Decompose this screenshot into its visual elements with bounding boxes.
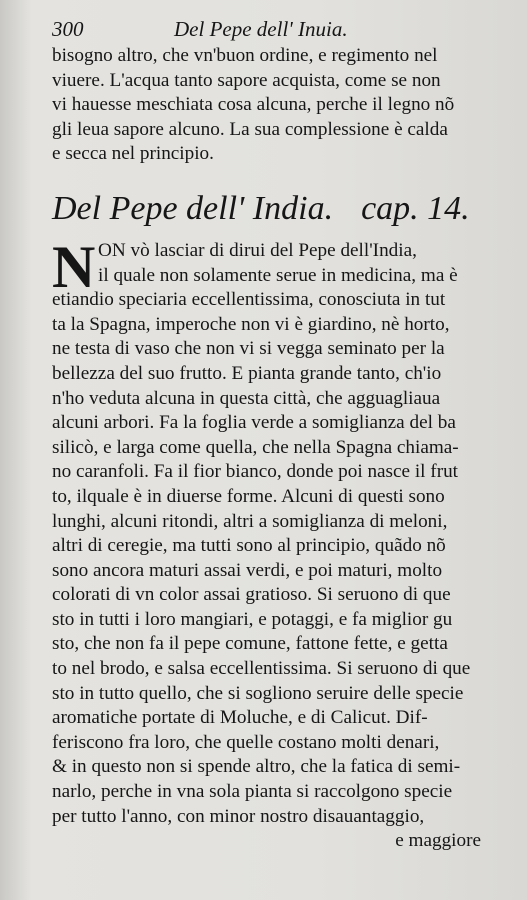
text-line: etiandio speciaria eccellentissima, conosciuta in tut [52, 289, 446, 311]
text-line: to nel brodo, e salsa eccellentissima. Si seruono di que [52, 658, 471, 680]
text-line: ta la Spagna, imperoche non vi è giardino, nè horto, [52, 313, 450, 335]
chapter-number: cap. 14. [361, 189, 470, 227]
text-line: viuere. L'acqua tanto sapore acquista, come se non [52, 69, 441, 91]
text-line: altri di ceregie, ma tutti sono al principio, quãdo nõ [52, 535, 446, 557]
text-line: sto in tutti i loro mangiari, e potaggi, e fa miglior gu [52, 608, 453, 630]
chapter-paragraph [52, 233, 497, 854]
text-line: silicò, e larga come quella, che nella Spagna chiama- [52, 436, 459, 458]
chapter-heading [52, 189, 497, 229]
text-line: il quale non solamente serue in medicina, ma è [98, 264, 458, 286]
drop-cap: N [52, 233, 96, 300]
running-title: Del Pepe dell' Inuia. [174, 17, 348, 41]
text-line: narlo, perche in vna sola pianta si raccolgono specie [52, 781, 453, 803]
text-line: gli leua sapore alcuno. La sua complessione è calda [52, 118, 448, 140]
text-line: n'ho veduta alcuna in questa città, che agguagliaua [52, 387, 441, 409]
text-line: per tutto l'anno, con minor nostro disauantaggio, [52, 805, 425, 827]
text-line: ON vò lasciar di dirui del Pepe dell'India, [98, 239, 417, 261]
text-line: to, ilquale è in diuerse forme. Alcuni di questi sono [52, 485, 445, 507]
text-line: sono ancora maturi assai verdi, e poi maturi, molto [52, 559, 443, 581]
text-line: no caranfoli. Fa il fior bianco, donde poi nasce il frut [52, 461, 459, 483]
text-line: bellezza del suo frutto. E pianta grande tanto, ch'io [52, 362, 442, 384]
text-line: colorati di vn color assai gratioso. Si seruono di que [52, 584, 451, 606]
chapter-title: Del Pepe dell' India. [52, 189, 334, 227]
text-line: bisogno altro, che vn'buon ordine, e regimento nel [52, 45, 438, 66]
text-line: alcuni arbori. Fa la foglia verde a somiglianza del ba [52, 412, 456, 434]
text-line: lunghi, alcuni ritondi, altri a somiglianza di meloni, [52, 510, 448, 532]
page-number: 300 [52, 17, 84, 41]
text-line: feriscono fra loro, che quelle costano molti denari, [52, 731, 440, 753]
text-line: vi hauesse meschiata cosa alcuna, perche il legno nõ [52, 94, 455, 116]
text-line: aromatiche portate di Moluche, e di Calicut. Dif- [52, 707, 428, 729]
text-line: sto in tutto quello, che si sogliono seruire delle specie [52, 682, 464, 704]
text-line: e secca nel principio. [52, 143, 214, 165]
text-line: sto, che non fa il pepe comune, fattone fette, e getta [52, 633, 448, 655]
running-head [52, 14, 497, 44]
text-line: & in questo non si spende altro, che la fatica di semi- [52, 756, 461, 778]
continuation-paragraph [52, 44, 497, 167]
catchword: e maggiore [395, 830, 481, 852]
text-line: ne testa di vaso che non vi si vegga seminato per la [52, 338, 445, 360]
